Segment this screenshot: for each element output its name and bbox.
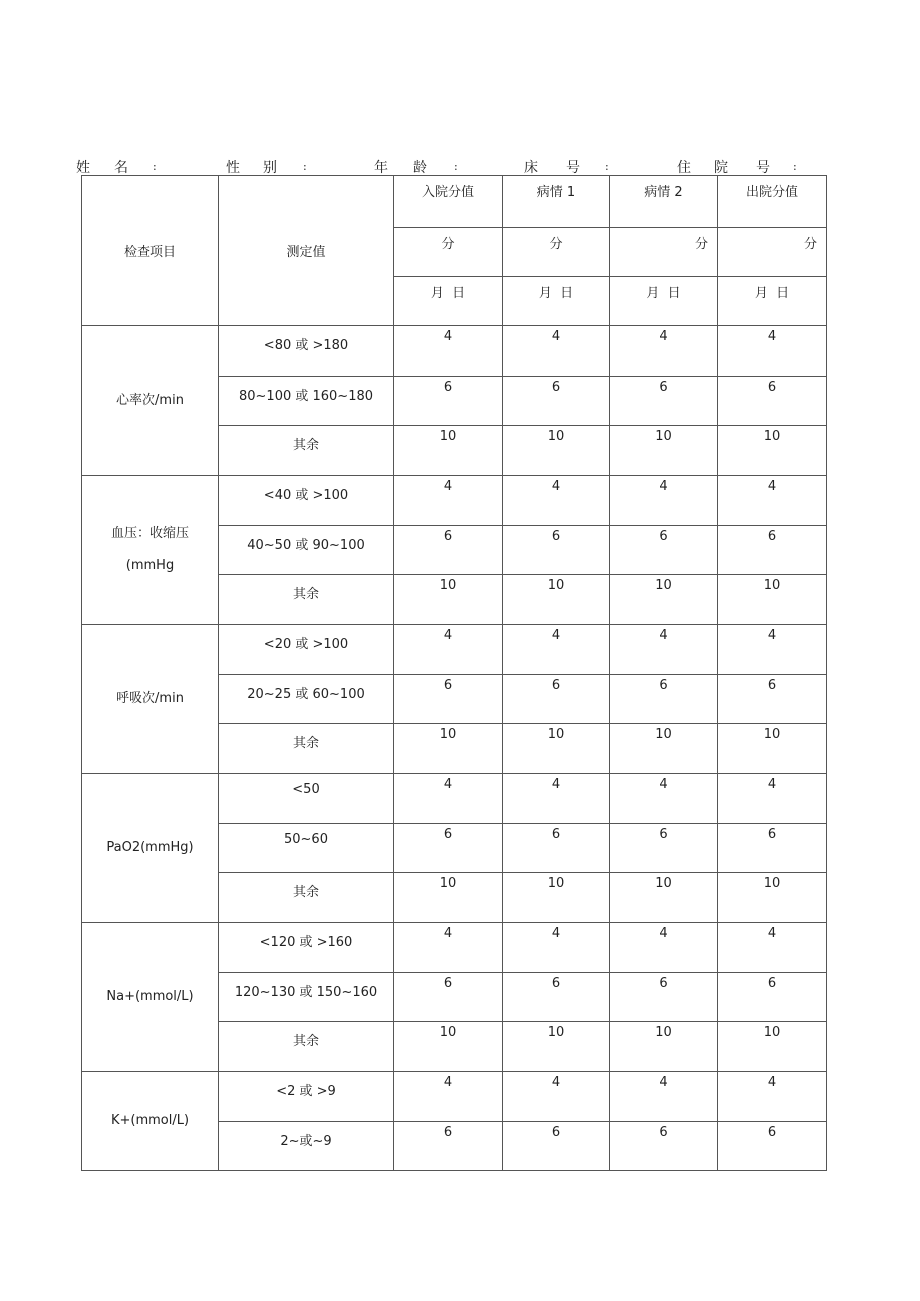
score-cell: 4 — [503, 625, 610, 675]
range-cell: 120~130 或 150~160 — [219, 973, 394, 1022]
admit-label-char3: 号 — [756, 160, 770, 176]
table-row — [82, 476, 827, 526]
score-cell: 6 — [503, 675, 610, 724]
score-cell: 6 — [718, 526, 827, 575]
score-cell: 6 — [394, 1122, 503, 1171]
score-cell: 10 — [718, 873, 827, 923]
score-cell: 6 — [718, 973, 827, 1022]
range-cell: <40 或 >100 — [219, 476, 394, 526]
score-table — [81, 175, 827, 1171]
header-value-cell: 测定值 — [219, 176, 394, 326]
score-cell: 6 — [610, 526, 718, 575]
admit-label-char1: 住 — [677, 160, 691, 176]
discharge-unit-cell: 分 — [718, 228, 827, 277]
score-cell: 6 — [503, 377, 610, 426]
score-cell: 4 — [610, 625, 718, 675]
bed-label-char1: 床 — [524, 160, 538, 176]
date-day: 日 — [560, 286, 574, 301]
score-cell: 6 — [718, 377, 827, 426]
range-cell: <50 — [219, 774, 394, 824]
range-cell: 50~60 — [219, 824, 394, 873]
item-label-cell — [82, 625, 219, 774]
item-label-cell — [82, 326, 219, 476]
item-label-line1: Na+(mmol/L) — [106, 989, 194, 1004]
score-cell: 4 — [394, 476, 503, 526]
score-cell: 4 — [718, 1072, 827, 1122]
condition1-unit-cell: 分 — [503, 228, 610, 277]
name-colon: : — [153, 160, 157, 173]
score-cell: 6 — [503, 973, 610, 1022]
score-cell: 4 — [610, 1072, 718, 1122]
score-cell: 6 — [394, 675, 503, 724]
range-cell: 其余 — [219, 724, 394, 774]
admission-date-cell — [394, 277, 503, 326]
range-cell: <2 或 >9 — [219, 1072, 394, 1122]
score-cell: 6 — [610, 824, 718, 873]
score-cell: 10 — [503, 1022, 610, 1072]
score-cell: 6 — [503, 824, 610, 873]
range-cell: 20~25 或 60~100 — [219, 675, 394, 724]
score-cell: 10 — [503, 426, 610, 476]
score-cell: 4 — [503, 774, 610, 824]
score-cell: 4 — [610, 326, 718, 377]
score-cell: 10 — [718, 426, 827, 476]
score-cell: 4 — [718, 625, 827, 675]
admit-label-char2: 院 — [714, 160, 728, 176]
item-label-line1: 血压：收缩压 — [110, 526, 189, 541]
range-cell: 其余 — [219, 873, 394, 923]
admit-colon: : — [793, 160, 797, 173]
gender-label-char1: 性 — [226, 160, 240, 176]
score-cell: 6 — [718, 1122, 827, 1171]
range-cell: 其余 — [219, 1022, 394, 1072]
table-row — [82, 774, 827, 824]
range-cell: 其余 — [219, 426, 394, 476]
date-month: 月 — [538, 286, 552, 301]
score-cell: 10 — [394, 426, 503, 476]
name-label-char1: 姓 — [76, 160, 90, 176]
score-cell: 10 — [503, 575, 610, 625]
item-label-line1: 呼吸次/min — [116, 691, 184, 706]
score-cell: 6 — [503, 1122, 610, 1171]
date-day: 日 — [452, 286, 466, 301]
gender-colon: : — [303, 160, 307, 173]
item-label-cell — [82, 774, 219, 923]
age-colon: : — [454, 160, 458, 173]
table-row — [82, 326, 827, 377]
condition2-unit-cell: 分 — [610, 228, 718, 277]
score-cell: 4 — [503, 923, 610, 973]
score-cell: 6 — [394, 377, 503, 426]
score-cell: 4 — [718, 476, 827, 526]
header-item-cell: 检查项目 — [82, 176, 219, 326]
range-cell: 40~50 或 90~100 — [219, 526, 394, 575]
score-cell: 4 — [394, 1072, 503, 1122]
age-label-char1: 年 — [374, 160, 388, 176]
score-cell: 10 — [718, 724, 827, 774]
range-cell: 80~100 或 160~180 — [219, 377, 394, 426]
score-cell: 6 — [610, 1122, 718, 1171]
score-cell: 6 — [394, 824, 503, 873]
header-condition2-cell: 病情 2 — [610, 176, 718, 228]
score-cell: 10 — [394, 724, 503, 774]
score-cell: 10 — [610, 426, 718, 476]
score-cell: 10 — [610, 1022, 718, 1072]
score-cell: 6 — [718, 824, 827, 873]
header-admission-cell: 入院分值 — [394, 176, 503, 228]
score-cell: 10 — [394, 873, 503, 923]
score-cell: 10 — [503, 873, 610, 923]
admission-unit-cell: 分 — [394, 228, 503, 277]
date-month: 月 — [754, 286, 768, 301]
discharge-date-cell — [718, 277, 827, 326]
score-cell: 4 — [718, 774, 827, 824]
score-cell: 10 — [718, 575, 827, 625]
score-cell: 10 — [610, 724, 718, 774]
score-cell: 4 — [394, 625, 503, 675]
date-month: 月 — [430, 286, 444, 301]
table-row — [82, 923, 827, 973]
item-label-cell — [82, 476, 219, 625]
item-label-line1: PaO2(mmHg) — [106, 840, 194, 855]
condition2-date-cell — [610, 277, 718, 326]
range-cell: <20 或 >100 — [219, 625, 394, 675]
score-cell: 4 — [394, 923, 503, 973]
score-cell: 6 — [610, 377, 718, 426]
score-cell: 4 — [610, 476, 718, 526]
header-discharge-cell: 出院分值 — [718, 176, 827, 228]
range-cell: <80 或 >180 — [219, 326, 394, 377]
score-cell: 6 — [394, 526, 503, 575]
item-label-cell — [82, 1072, 219, 1171]
table-row — [82, 1072, 827, 1122]
score-cell: 4 — [503, 476, 610, 526]
item-label-cell — [82, 923, 219, 1072]
score-cell: 4 — [503, 1072, 610, 1122]
score-cell: 6 — [503, 526, 610, 575]
gender-label-char2: 别 — [263, 160, 277, 176]
score-cell: 4 — [394, 326, 503, 377]
patient-info-header — [76, 157, 806, 175]
score-cell: 10 — [718, 1022, 827, 1072]
date-day: 日 — [667, 286, 681, 301]
item-label-line2: (mmHg — [125, 558, 175, 573]
range-cell: 其余 — [219, 575, 394, 625]
score-cell: 4 — [718, 326, 827, 377]
score-cell: 10 — [610, 575, 718, 625]
score-cell: 4 — [394, 774, 503, 824]
age-label-char2: 龄 — [413, 160, 427, 176]
name-label-char2: 名 — [114, 160, 128, 176]
score-cell: 6 — [394, 973, 503, 1022]
bed-label-char2: 号 — [566, 160, 580, 176]
range-cell: <120 或 >160 — [219, 923, 394, 973]
condition1-date-cell — [503, 277, 610, 326]
item-label-line1: 心率次/min — [116, 392, 184, 408]
score-cell: 4 — [610, 923, 718, 973]
score-cell: 4 — [610, 774, 718, 824]
score-cell: 6 — [718, 675, 827, 724]
score-cell: 10 — [394, 1022, 503, 1072]
score-cell: 6 — [610, 675, 718, 724]
item-label-line1: K+(mmol/L) — [110, 1113, 190, 1128]
score-cell: 4 — [503, 326, 610, 377]
header-condition1-cell: 病情 1 — [503, 176, 610, 228]
score-cell: 4 — [718, 923, 827, 973]
date-day: 日 — [776, 286, 790, 301]
table-row — [82, 625, 827, 675]
date-month: 月 — [646, 286, 660, 301]
bed-colon: : — [605, 160, 609, 173]
score-cell: 10 — [610, 873, 718, 923]
score-cell: 10 — [503, 724, 610, 774]
score-cell: 6 — [610, 973, 718, 1022]
range-cell: 2~或~9 — [219, 1122, 394, 1171]
score-cell: 10 — [394, 575, 503, 625]
